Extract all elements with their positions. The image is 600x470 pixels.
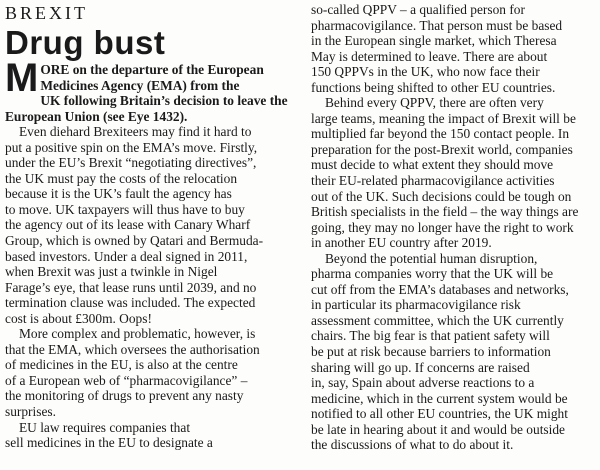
body-paragraph xyxy=(5,124,289,326)
body-line: Even diehard Brexiteers may find it hard to xyxy=(19,124,252,140)
body-line: pharma companies worry that the UK will be xyxy=(311,266,554,282)
body-line: be late in hearing about it and would be outside xyxy=(311,421,565,437)
body-line: be put at risk because barriers to information xyxy=(311,344,551,360)
body-line: in particular its pharmacovigilance risk xyxy=(311,297,521,313)
body-line: chairs. The big fear is that patient safety will xyxy=(311,328,550,344)
body-line: going, they may no longer have the right to work xyxy=(311,219,574,235)
body-line: of medicines in the EU, is also at the centre xyxy=(5,357,238,373)
body-line: out of the UK. Such decisions could be tough on xyxy=(311,188,572,204)
body-line: based investors. Under a deal signed in 2011, xyxy=(5,248,248,264)
body-line: pharmacovigilance. That person must be based xyxy=(311,17,563,33)
body-line: cost is about £300m. Oops! xyxy=(5,310,152,326)
body-paragraph xyxy=(311,2,595,95)
body-line: sharing will go up. If concerns are raised xyxy=(311,359,530,375)
body-line: must decide to what extent they should move xyxy=(311,157,554,173)
body-line: surprises. xyxy=(5,404,56,420)
body-line: when Brexit was just a twinkle in Nigel xyxy=(5,264,218,280)
body-line: the monitoring of drugs to prevent any nasty xyxy=(5,388,244,404)
body-line: medicine, which in the current system would be xyxy=(311,390,568,406)
body-line: of a European web of “pharmacovigilance” – xyxy=(5,372,248,388)
body-line: because it is the UK’s fault the agency has xyxy=(5,186,232,202)
body-line: put a positive spin on the EMA’s move. Firstly, xyxy=(5,139,258,155)
body-paragraph xyxy=(5,326,289,419)
body-line: in, say, Spain about adverse reactions to a xyxy=(311,375,535,391)
headline: Drug bust xyxy=(5,24,166,61)
body-line: May is determined to leave. There are about xyxy=(311,48,548,64)
body-line: Group, which is owned by Qatari and Bermuda- xyxy=(5,233,264,249)
body-line: the agency out of its lease with Canary Wharf xyxy=(5,217,251,233)
standfirst-line: Medicines Agency (EMA) from the xyxy=(40,77,240,93)
body-line: in another EU country after 2019. xyxy=(311,235,492,251)
standfirst xyxy=(5,56,289,124)
body-line: notified to all other EU countries, the UK might xyxy=(311,406,568,422)
body-line: in the European single market, which Theresa xyxy=(311,33,557,49)
body-line: Behind every QPPV, there are often very xyxy=(325,95,544,111)
right-column xyxy=(311,2,595,453)
body-paragraph xyxy=(5,420,289,451)
body-line: British specialists in the field – the way things are xyxy=(311,204,579,220)
body-paragraph xyxy=(311,251,595,453)
body-line: so-called QPPV – a qualified person for xyxy=(311,2,525,17)
body-line: the discussions of what to do about it. xyxy=(311,437,514,453)
body-line: to move. UK taxpayers will thus have to buy xyxy=(5,201,245,217)
body-line: termination clause was included. The expected xyxy=(5,295,256,311)
body-line: assessment committee, which the UK currently xyxy=(311,312,564,328)
body-line: that the EMA, which oversees the authorisation xyxy=(5,341,260,357)
body-line: multiplied far beyond the 150 contact people. In xyxy=(311,126,570,142)
body-line: sell medicines in the EU to designate a xyxy=(5,435,213,451)
body-line: More complex and problematic, however, is xyxy=(19,326,256,342)
body-line: under the EU’s Brexit “negotiating directives”, xyxy=(5,155,257,171)
body-line: their EU-related pharmacovigilance activities xyxy=(311,173,555,189)
body-line: 150 QPPVs in the UK, who now face their xyxy=(311,64,540,80)
body-line: preparation for the post-Brexit world, companies xyxy=(311,141,573,157)
body-line: the UK must pay the costs of the relocation xyxy=(5,170,238,186)
drop-cap: M xyxy=(5,56,39,100)
body-line: large teams, meaning the impact of Brexit will be xyxy=(311,110,576,126)
body-line: EU law requires companies that xyxy=(19,419,191,435)
body-line: cut off from the EMA’s databases and networks, xyxy=(311,281,569,297)
body-line: functions being shifted to other EU countries. xyxy=(311,79,556,95)
body-line: Farage’s eye, that lease runs until 2039, and no xyxy=(5,279,257,295)
body-paragraph xyxy=(311,95,595,250)
section-label: BREXIT xyxy=(5,3,88,23)
left-column xyxy=(5,2,289,451)
standfirst-line: UK following Britain’s decision to leave the xyxy=(40,93,288,109)
standfirst-line: European Union (see Eye 1432). xyxy=(5,108,188,124)
standfirst-line: ORE on the departure of the European xyxy=(40,62,264,77)
body-line: Beyond the potential human disruption, xyxy=(325,250,538,266)
